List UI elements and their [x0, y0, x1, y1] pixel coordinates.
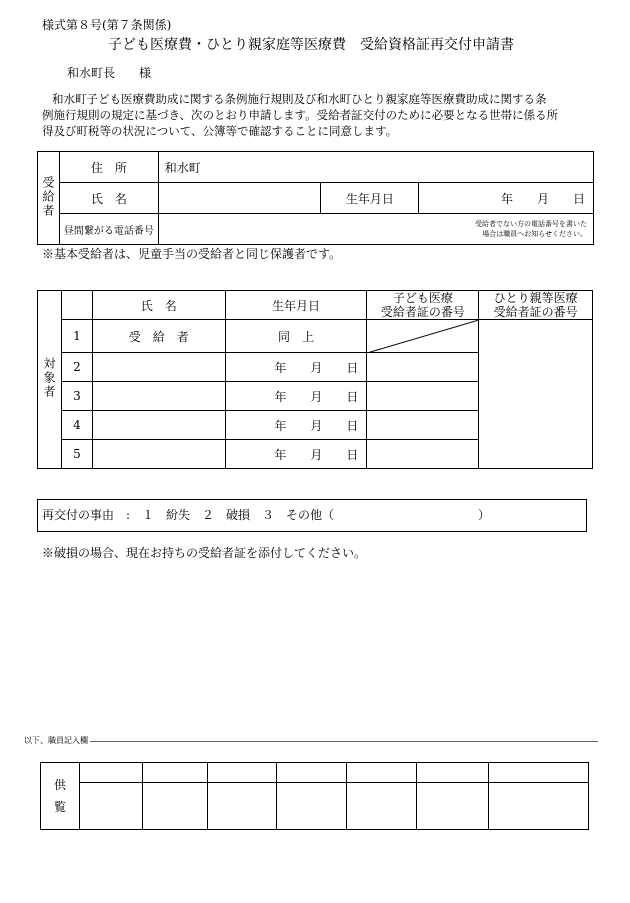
recipient-side-label: 受給者 [38, 152, 60, 245]
phone-note-2: 場合は職員へお知らせください。 [482, 230, 587, 238]
header-no [61, 291, 92, 320]
stamp-cell[interactable] [417, 763, 489, 783]
header-name: 氏 名 [92, 291, 225, 320]
single-number-field[interactable] [479, 320, 593, 469]
reason-box[interactable] [37, 499, 587, 532]
intro-line-1: 和水町子ども医療費助成に関する条例施行規則及び和水町ひとり親家庭等医療費助成に関する条 [52, 92, 547, 106]
address-field[interactable]: 和水町 [158, 152, 593, 183]
row-birth: 同 上 [225, 320, 367, 353]
header-child-number: 子ども医療 受給者証の番号 [367, 291, 479, 320]
stamp-cell[interactable] [276, 783, 347, 830]
row-no: 2 [61, 353, 92, 382]
stamp-cell[interactable] [79, 783, 142, 830]
note-damage: ※破損の場合、現在お持ちの受給者証を添付してください。 [42, 546, 367, 560]
row-no: 4 [61, 411, 92, 440]
stamp-cell[interactable] [489, 783, 589, 830]
staff-table [40, 762, 589, 830]
child-number-field[interactable] [367, 440, 479, 469]
child-number-field[interactable] [367, 411, 479, 440]
kyoran-label: 供 覧 [41, 763, 80, 830]
page-title: 子ども医療費・ひとり親家庭等医療費 受給資格証再交付申請書 [108, 37, 514, 53]
row-birth-field[interactable]: 年 月 日 [225, 382, 367, 411]
stamp-cell[interactable] [489, 763, 589, 783]
reason-text: 再交付の事由 : １ 紛失 ２ 破損 ３ その他（ ） [42, 508, 491, 522]
recipient-table [37, 151, 594, 245]
phone-note-1: 受給者でない方の電話番号を書いた [475, 220, 587, 228]
stamp-cell[interactable] [79, 763, 142, 783]
birth-field[interactable]: 年 月 日 [419, 183, 594, 214]
intro-line-3: 得及び町税等の状況について、公簿等で確認することに同意します。 [42, 124, 398, 138]
form-number: 様式第８号(第７条関係) [42, 18, 172, 32]
staff-label: 以下、職員記入欄 [24, 736, 88, 745]
intro-line-2: 例施行規則の規定に基づき、次のとおり申請します。受給者証交付のために必要となる世帯に係る所 [42, 108, 559, 122]
target-table [37, 290, 593, 469]
address-label: 住 所 [59, 152, 158, 183]
stamp-cell[interactable] [142, 763, 207, 783]
child-number-field[interactable] [367, 382, 479, 411]
row-name-field[interactable] [92, 411, 225, 440]
birth-label: 生年月日 [321, 183, 419, 214]
name-field[interactable] [158, 183, 321, 214]
phone-label: 昼間繋がる電話番号 [59, 214, 158, 245]
stamp-cell[interactable] [207, 783, 276, 830]
phone-field[interactable] [158, 214, 593, 245]
row-name-field[interactable] [92, 353, 225, 382]
diagonal-line [367, 320, 479, 353]
stamp-cell[interactable] [347, 763, 417, 783]
note-base-recipient: ※基本受給者は、児童手当の受給者と同じ保護者です。 [42, 247, 342, 261]
stamp-cell[interactable] [207, 763, 276, 783]
row-name-field[interactable] [92, 440, 225, 469]
row-birth-field[interactable]: 年 月 日 [225, 440, 367, 469]
name-label: 氏 名 [59, 183, 158, 214]
row-no: 5 [61, 440, 92, 469]
staff-divider [24, 741, 598, 742]
child-number-field[interactable] [367, 353, 479, 382]
table-row [38, 320, 593, 353]
stamp-cell[interactable] [347, 783, 417, 830]
addressee: 和水町長 様 [67, 66, 152, 80]
row-name-field[interactable] [92, 382, 225, 411]
stamp-cell[interactable] [417, 783, 489, 830]
row-birth-field[interactable]: 年 月 日 [225, 353, 367, 382]
child-number-slashed [367, 320, 479, 353]
row-no: 1 [61, 320, 92, 353]
header-birth: 生年月日 [225, 291, 367, 320]
stamp-cell[interactable] [142, 783, 207, 830]
row-no: 3 [61, 382, 92, 411]
stamp-cell[interactable] [276, 763, 347, 783]
row-birth-field[interactable]: 年 月 日 [225, 411, 367, 440]
header-single-number: ひとり親等医療 受給者証の番号 [479, 291, 593, 320]
row-name: 受 給 者 [92, 320, 225, 353]
target-side-label: 対象者 [38, 291, 62, 469]
